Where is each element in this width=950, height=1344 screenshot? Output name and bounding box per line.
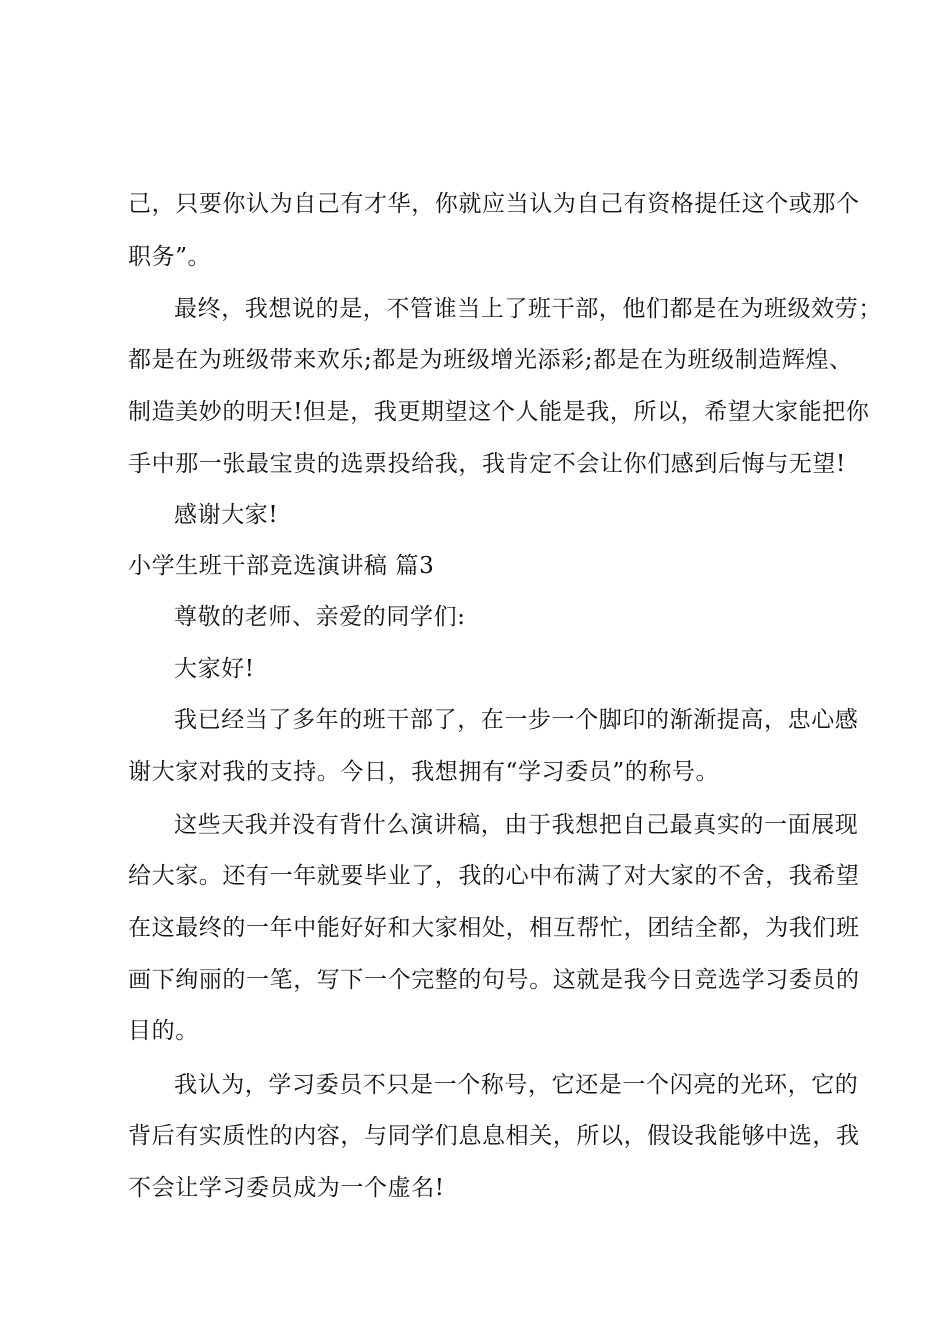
text-line: 不会让学习委员成为一个虚名! [128,1175,445,1201]
text-line: 背后有实质性的内容，与同学们息息相关，所以，假设我能够中选，我 [128,1123,860,1149]
paragraph-start-line: 这些天我并没有背什么演讲稿，由于我想把自己最真实的一面展现 [174,812,859,838]
paragraph-start-line: 我已经当了多年的班干部了，在一步一个脚印的渐渐提高，忠心感 [174,707,859,733]
paragraph-start-line: 最终，我想说的是，不管谁当上了班干部，他们都是在为班级效劳； [174,296,882,322]
text-line: 己，只要你认为自己有才华，你就应当认为自己有资格提任这个或那个 [128,191,860,217]
paragraph-start-line: 我认为，学习委员不只是一个称号，它还是一个闪亮的光环，它的 [174,1072,859,1098]
text-line: 给大家。还有一年就要毕业了，我的心中布满了对大家的不舍，我希望 [128,863,860,889]
text-line: 目的。 [128,1018,199,1044]
salutation: 尊敬的老师、亲爱的同学们: [174,604,466,630]
closing-thanks: 感谢大家! [174,502,279,528]
text-line: 在这最终的一年中能好好和大家相处，相互帮忙，团结全都，为我们班 [128,915,860,941]
text-line: 制造美妙的明天!但是，我更期望这个人能是我，所以，希望大家能把你 [128,399,870,425]
section-heading: 小学生班干部竞选演讲稿 篇3 [128,553,435,579]
text-line: 画下绚丽的一笔，写下一个完整的句号。这就是我今日竞选学习委员的 [128,967,860,993]
greeting: 大家好! [174,656,255,682]
text-line: 职务”。 [128,244,212,270]
text-line: 都是在为班级带来欢乐;都是为班级增光添彩;都是在为班级制造辉煌、 [128,347,853,373]
text-line: 谢大家对我的支持。今日，我想拥有“学习委员”的称号。 [128,759,720,785]
text-line: 手中那一张最宝贵的选票投给我，我肯定不会让你们感到后悔与无望! [128,451,846,477]
